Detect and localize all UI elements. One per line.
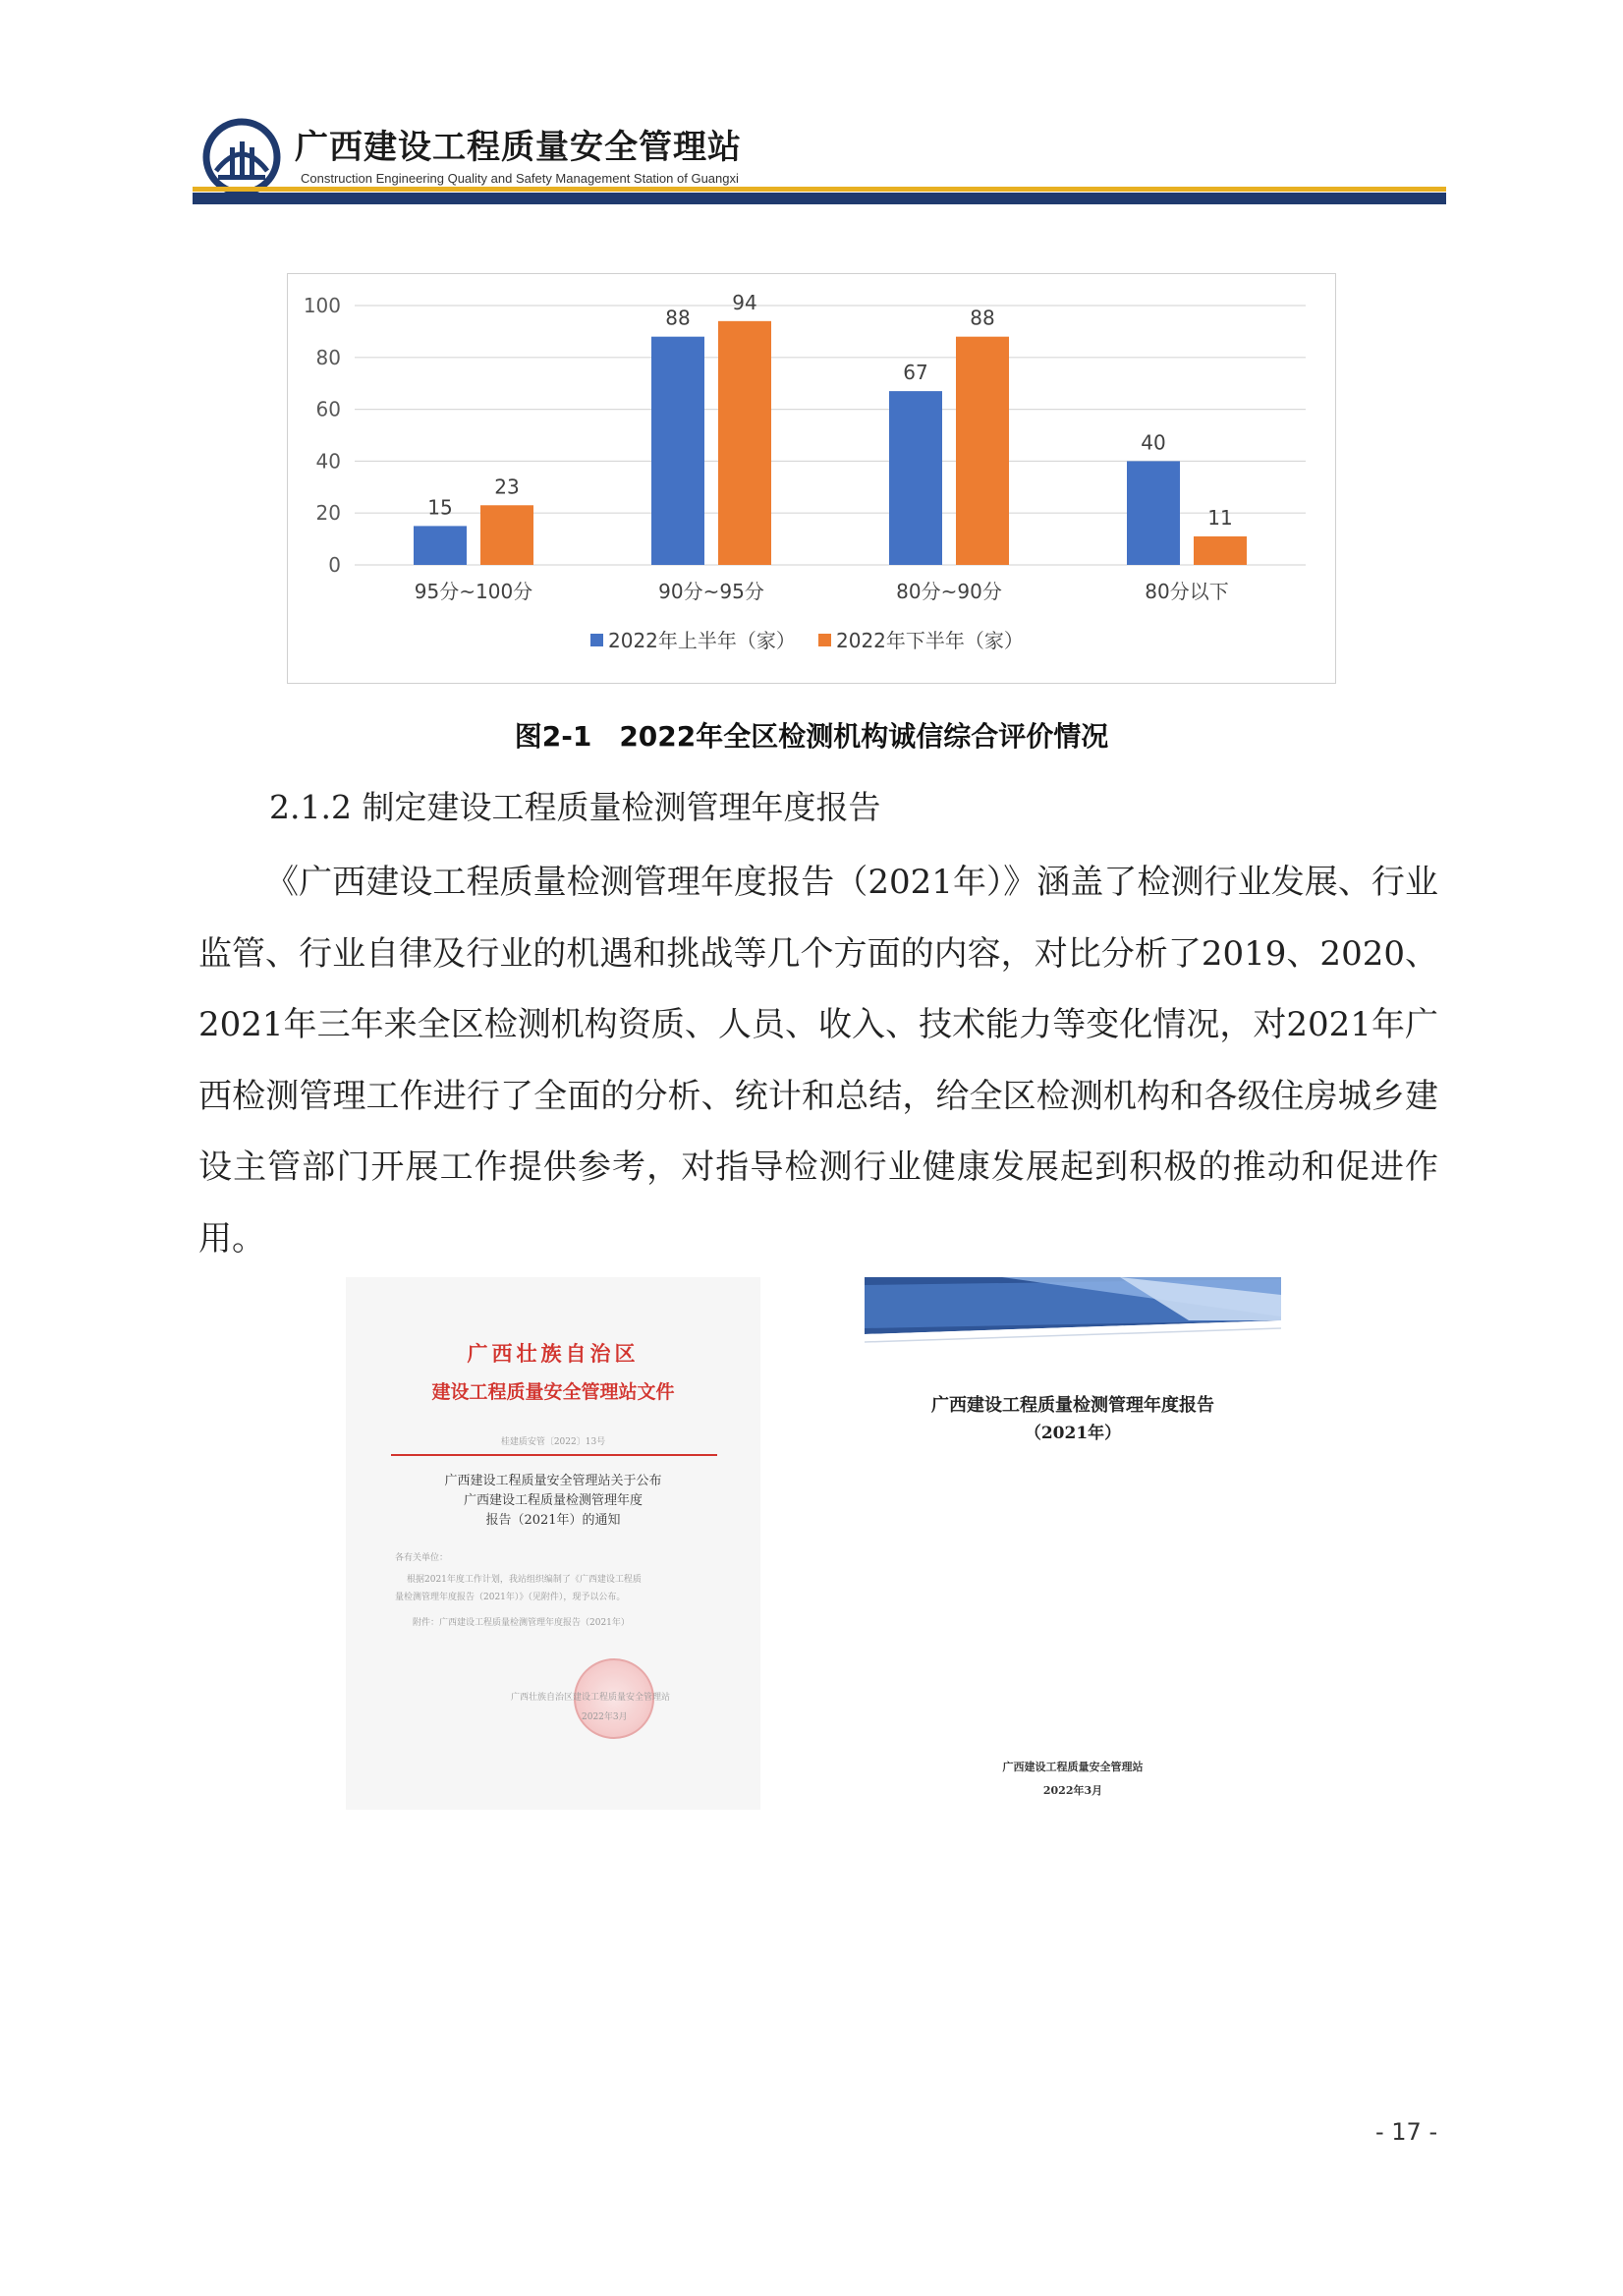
header-rule-navy	[193, 193, 1446, 204]
notice-signature: 广西壮族自治区建设工程质量安全管理站	[511, 1693, 671, 1703]
bar-chart-svg	[288, 274, 1335, 683]
x-tick-label: 95分~100分	[414, 580, 533, 603]
data-label: 67	[903, 361, 928, 385]
notice-issuer-line2: 建设工程质量安全管理站文件	[431, 1381, 675, 1403]
data-label: 11	[1207, 505, 1233, 530]
notice-body-line1: 根据2021年度工作计划，我站组织编制了《广西建设工程质	[407, 1575, 642, 1585]
x-tick-label: 90分~95分	[658, 580, 764, 603]
y-tick-label: 40	[315, 449, 341, 474]
x-tick-label: 80分~90分	[896, 580, 1002, 603]
data-label: 88	[970, 306, 995, 330]
legend-entry: 2022年上半年（家）	[608, 629, 796, 652]
bar	[956, 337, 1009, 565]
legend-entry: 2022年下半年（家）	[836, 629, 1024, 652]
bar	[1194, 536, 1247, 565]
org-logo-icon	[202, 118, 281, 196]
data-label: 40	[1141, 430, 1166, 455]
org-name-en: Construction Engineering Quality and Safety Management Station of Guangxi	[301, 171, 739, 186]
page-number: - 17 -	[1375, 2118, 1438, 2146]
notice-subject-line2: 广西建设工程质量检测管理年度	[463, 1493, 643, 1508]
notice-attachment: 附件：广西建设工程质量检测管理年度报告（2021年）	[413, 1618, 630, 1628]
notice-body-line2: 量检测管理年度报告（2021年）》（见附件），现予以公布。	[395, 1593, 626, 1602]
notice-salutation: 各有关单位：	[395, 1553, 449, 1563]
bar	[1127, 461, 1180, 565]
legend-swatch	[818, 634, 831, 646]
y-tick-label: 60	[315, 397, 341, 421]
notice-subject-line3: 报告（2021年）的通知	[485, 1513, 621, 1528]
cover-title: 广西建设工程质量检测管理年度报告	[931, 1395, 1214, 1416]
cover-year: （2021年）	[1024, 1424, 1122, 1443]
bar	[651, 337, 704, 565]
notice-document-image	[346, 1277, 760, 1810]
notice-sign-date: 2022年3月	[582, 1712, 628, 1722]
data-label: 88	[665, 306, 691, 330]
header-rule-gold	[193, 187, 1446, 192]
cover-org: 广西建设工程质量安全管理站	[1002, 1761, 1144, 1773]
section-heading: 2.1.2 制定建设工程质量检测管理年度报告	[269, 788, 881, 826]
figure-caption: 图2-1 2022年全区检测机构诚信综合评价情况	[514, 720, 1109, 753]
bar	[718, 321, 771, 565]
y-tick-label: 0	[328, 553, 341, 577]
data-label: 23	[494, 475, 520, 499]
y-tick-label: 80	[315, 345, 341, 369]
cover-date: 2022年3月	[1042, 1784, 1103, 1797]
y-tick-label: 20	[315, 501, 341, 526]
org-name-cn: 广西建设工程质量安全管理站	[295, 128, 742, 167]
cover-banner-graphic	[865, 1277, 1281, 1346]
bar	[480, 505, 533, 565]
x-tick-label: 80分以下	[1145, 580, 1229, 603]
notice-red-rule	[391, 1454, 717, 1456]
notice-issuer-line1: 广西壮族自治区	[467, 1341, 640, 1366]
data-label: 94	[732, 290, 757, 314]
report-cover-image	[861, 1273, 1285, 1810]
bar	[889, 391, 942, 565]
bar	[414, 526, 467, 565]
notice-doc-number: 桂建质安管〔2022〕13号	[500, 1437, 606, 1447]
notice-subject-line1: 广西建设工程质量安全管理站关于公布	[444, 1474, 662, 1488]
legend-swatch	[590, 634, 603, 646]
data-label: 15	[427, 495, 453, 520]
bar-chart	[287, 273, 1336, 684]
body-paragraph: 《广西建设工程质量检测管理年度报告（2021年）》涵盖了检测行业发展、行业监管、行业自律及行业的机遇和挑战等几个方面的内容，对比分析了2019、2020、2021年三年来全区检测机构资质、人员、收入、技术能力等变化情况，对2021年广西检测管理工作进行了全面的分析、统计和总结，给全区检测机构和各级住房城乡建设主管部门开展工作提供参考，对指导检测行业健康发展起到积极的推动和促进作用。	[198, 863, 1438, 1259]
y-tick-label: 100	[303, 294, 341, 317]
